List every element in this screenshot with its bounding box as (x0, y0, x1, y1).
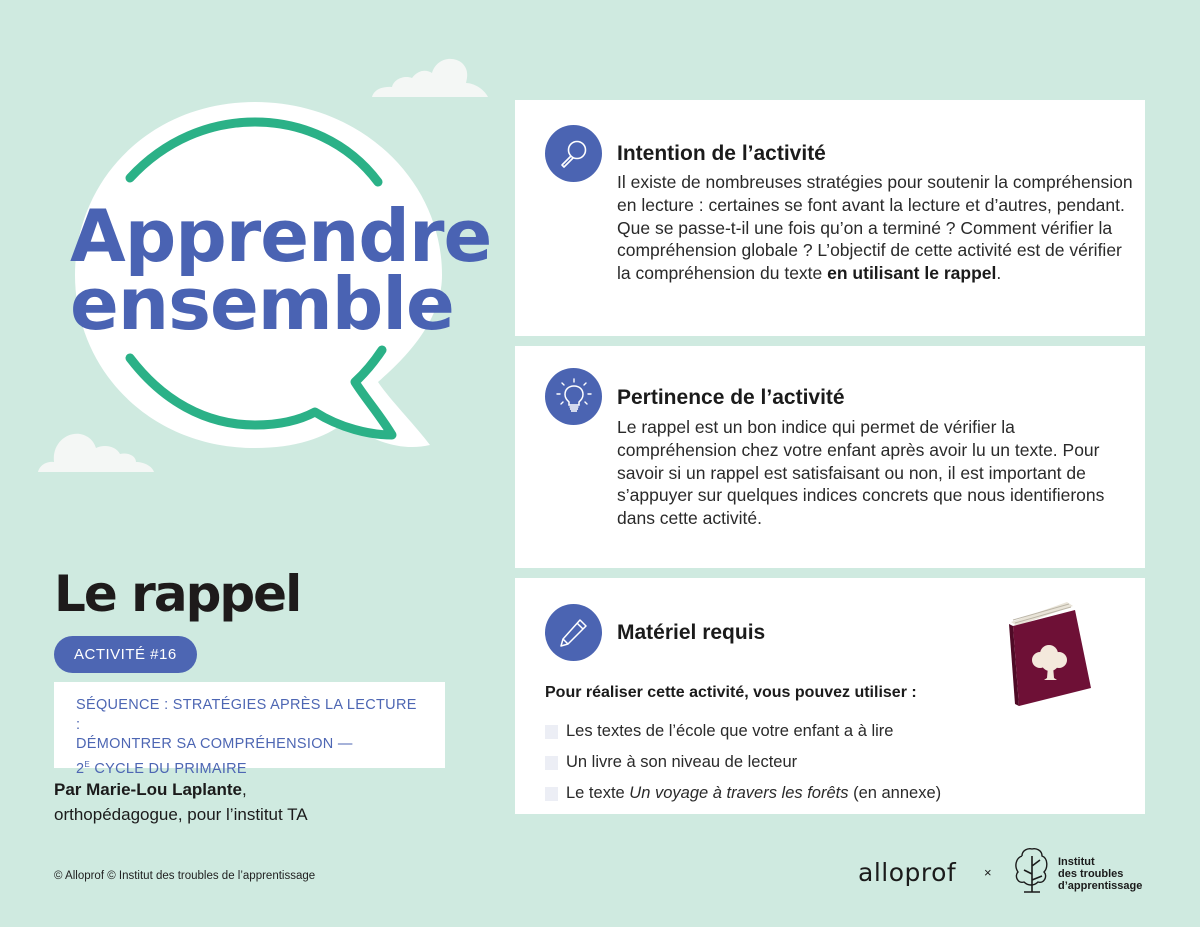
alloprof-logo: alloprof (858, 858, 957, 887)
page-title: Le rappel (54, 565, 301, 623)
card-heading: Matériel requis (617, 621, 766, 644)
copyright-text: © Alloprof © Institut des troubles de l’apprentissage (54, 870, 316, 882)
materials-intro: Pour réaliser cette activité, vous pouvez utiliser : (545, 684, 917, 701)
lightbulb-icon (545, 368, 602, 425)
cloud-decoration (370, 53, 490, 97)
list-item: Un livre à son niveau de lecteur (545, 747, 941, 778)
book-illustration (1005, 600, 1105, 715)
hero-title (70, 194, 492, 346)
speech-bubble-logo (70, 100, 492, 460)
card-body: Il existe de nombreuses stratégies pour soutenir la compréhension en lecture : certaines se font avant la lecture et d’autres, pendant. Que se passe-t-il une fois qu’on a terminé ? Comment vérifier la compréhension globale ? L’objectif de cette activité est de vérifier la compréhension du texte en utilisant le rappel. (617, 172, 1133, 284)
hero-title-line2: ensemble (70, 262, 454, 346)
card-heading: Pertinence de l’activité (617, 386, 845, 409)
materials-list (545, 716, 941, 809)
author-credit: Par Marie-Lou Laplante, orthopédagogue, pour l’institut TA (54, 777, 308, 827)
card-body: Le rappel est un bon indice qui permet de vérifier la compréhension chez votre enfant après avoir lu un texte. Pour savoir si un rappel est satisfaisant ou non, il est important de s’appuyer sur quelques indices concrets que nous identifierons dans cette activité. (617, 417, 1105, 529)
author-role: orthopédagogue, pour l’institut TA (54, 805, 308, 824)
brain-tree-icon (1010, 846, 1054, 894)
card-pertinence (515, 346, 1145, 568)
sequence-box (54, 682, 445, 777)
sequence-line: DÉMONTRER SA COMPRÉHENSION — (76, 736, 353, 752)
card-materiel (515, 578, 1145, 814)
list-item: Le texte Un voyage à travers les forêts (en annexe) (545, 778, 941, 809)
magnifier-icon (545, 125, 602, 182)
hero-title-line1: Apprendre (70, 194, 492, 278)
card-heading: Intention de l’activité (617, 142, 826, 165)
activity-badge: ACTIVITÉ #16 (54, 636, 197, 673)
sequence-line: $2^E$ CYCLE DU PRIMAIRE (76, 759, 247, 777)
pencil-icon (545, 604, 602, 661)
card-intention (515, 100, 1145, 336)
sequence-line: SÉQUENCE : STRATÉGIES APRÈS LA LECTURE : (76, 697, 417, 733)
checkbox[interactable] (545, 787, 558, 801)
author-name: Par Marie-Lou Laplante (54, 780, 242, 799)
ita-logo-text: Institut des troubles d’apprentissage (1058, 856, 1143, 892)
logo-separator: × (984, 865, 992, 880)
checkbox[interactable] (545, 725, 558, 739)
checkbox[interactable] (545, 756, 558, 770)
list-item: Les textes de l’école que votre enfant a à lire (545, 716, 941, 747)
